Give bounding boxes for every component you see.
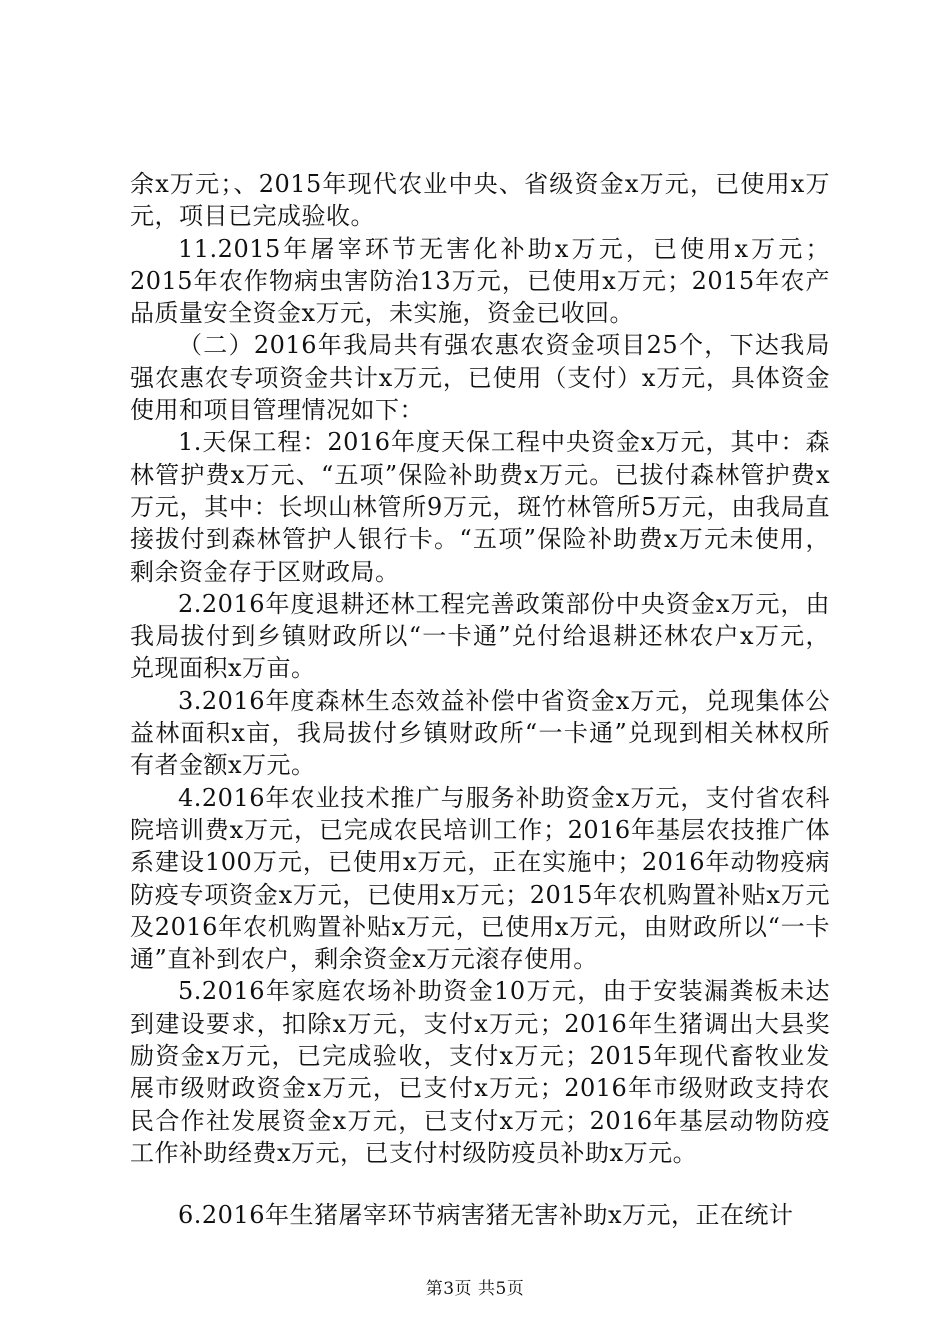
page-number: 第3页 共5页 xyxy=(425,1279,525,1299)
paragraph-item-6: 6.2016年生猪屠宰环节病害猪无害补助x万元，正在统计 xyxy=(178,1201,794,1230)
paragraph-item-2: 2.2016年度退耕还林工程完善政策部份中央资金x万元，由我局拔付到乡镇财政所以“一卡通”兑付给退耕还林农户x万元，兑现面积x万亩。 xyxy=(130,589,830,683)
paragraph-item-3: 3.2016年度森林生态效益补偿中省资金x万元，兑现集体公益林面积x亩，我局拔付乡镇财政所“一卡通”兑现到相关林权所有者金额x万元。 xyxy=(130,686,830,780)
paragraph-continuation: 余x万元；、2015年现代农业中央、省级资金x万元，已使用x万元，项目已完成验收。 xyxy=(130,170,830,231)
paragraph-item-11: 11.2015年屠宰环节无害化补助x万元，已使用x万元；2015年农作物病虫害防治13万元，已使用x万元；2015年农产品质量安全资金x万元，未实施，资金已收回。 xyxy=(130,234,830,328)
paragraph-item-4: 4.2016年农业技术推广与服务补助资金x万元，支付省农科院培训费x万元，已完成农民培训工作；2016年基层农技推广体系建设100万元，已使用x万元，正在实施中；2016年动物疫病防疫专项资金x万元，已使用x万元；2015年农机购置补贴x万元及2016年农机购置补贴x万元，已使用x万元，由财政所以“一卡通”直补到农户，剩余资金x万元滚存使用。 xyxy=(130,783,830,974)
paragraph-section-2: （二）2016年我局共有强农惠农资金项目25个，下达我局强农惠农专项资金共计x万元，已使用（支付）x万元，具体资金使用和项目管理情况如下： xyxy=(130,331,830,425)
paragraph-item-1: 1.天保工程：2016年度天保工程中央资金x万元，其中：森林管护费x万元、“五项”保险补助费x万元。已拔付森林管护费x万元，其中：长坝山林管所9万元，斑竹林管所5万元，由我局直接拔付到森林管护人银行卡。“五项”保险补助费x万元未使用，剩余资金存于区财政局。 xyxy=(130,428,830,586)
document-body xyxy=(130,168,830,1232)
paragraph-item-5: 5.2016年家庭农场补助资金10万元，由于安装漏粪板未达到建设要求，扣除x万元，支付x万元；2016年生猪调出大县奖励资金x万元，已完成验收，支付x万元；2015年现代畜牧业发展市级财政资金x万元，已支付x万元；2016年市级财政支持农民合作社发展资金x万元，已支付x万元；2016年基层动物防疫工作补助经费x万元，已支付村级防疫员补助x万元。 xyxy=(130,977,830,1167)
